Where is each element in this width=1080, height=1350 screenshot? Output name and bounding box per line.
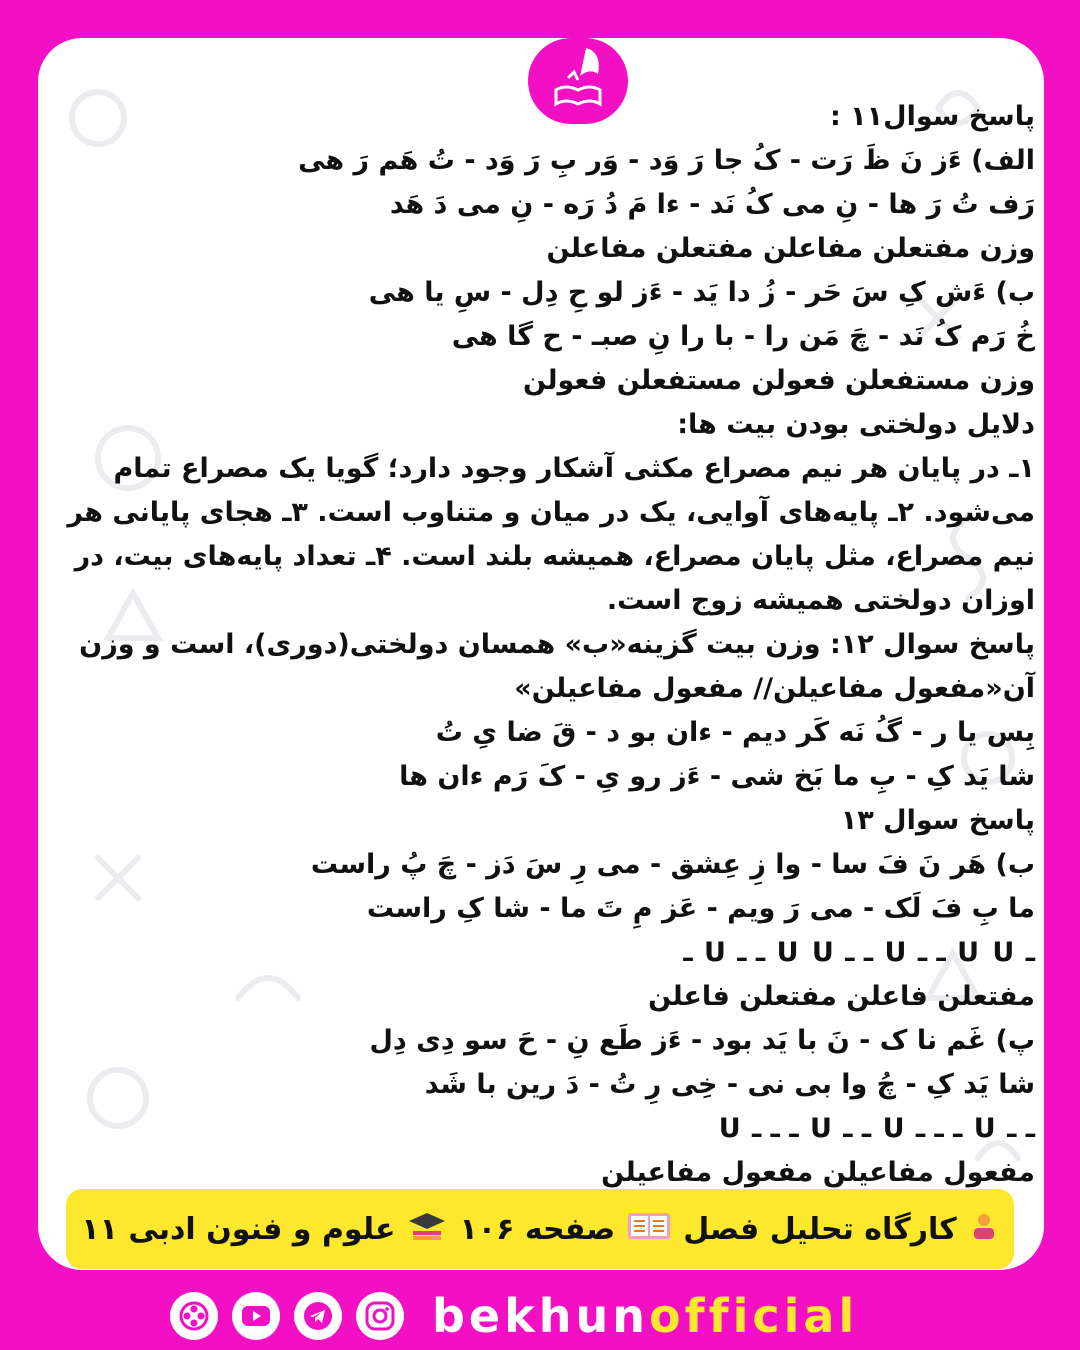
text-line: ما بِ فَ لَک - می رَ ویم - عَز مِ تَ ما - شا کِ راست — [366, 893, 1035, 924]
text-line: پاسخ سوال۱۱ : — [829, 101, 1035, 132]
reasons-paragraph: ۱ـ در پایان هر نیم مصراع مکثی آشکار وجود دارد؛ گویا یک مصراع تمام می‌شود. ۲ـ پایه‌های آوایی، یک در میان و متناوب است. ۳ـ هجای پایانی هر نیم مصراع، مثل پایان مصراع، همیشه بلند است. ۴ـ تعداد پایه‌های بیت، در اوزان دولختی همیشه زوج است. — [67, 453, 1035, 616]
question-12-heading: پاسخ سوال ۱۲: وزن بیت گزینه«ب» همسان دولختی(دوری)، است و وزن آن«مفعول مفاعیلن// مفعول مفاعیلن» — [79, 629, 1035, 704]
brand-handle[interactable] — [432, 1289, 858, 1343]
text-line: خُ رَم کُ نَد - چَ مَن را - با را نِ صبـ - ح گا هی — [451, 321, 1035, 352]
open-book-icon — [627, 1211, 671, 1248]
handle-part-2: official — [648, 1289, 859, 1343]
answer-text — [60, 95, 1035, 1195]
meter-line: ـ ـ U ـ ـ ـ U ـ ـ U ـ ـ ـ U — [718, 1113, 1035, 1144]
text-line: پاسخ سوال ۱۳ — [840, 805, 1035, 836]
text-line: ب) ءَش کِ سَ حَر - زُ دا یَد - ءَز لو حِ دِل - سِ یا هی — [368, 277, 1035, 308]
text-line: دلایل دولختی بودن بیت ها: — [677, 409, 1035, 440]
handle-part-1: bekhun — [432, 1289, 649, 1343]
graduation-cap-icon — [407, 1211, 447, 1248]
aparat-icon[interactable] — [170, 1292, 218, 1340]
text-line: شا یَد کِ - چُ وا بی نی - خِی رِ تُ - دَ رین با شَد — [424, 1069, 1035, 1100]
text-line: ب) هَر نَ فَ سا - وا زِ عِشق - می رِ سَ دَز - چَ پُ راست — [310, 849, 1035, 880]
chapter-banner — [66, 1189, 1014, 1269]
text-line: رَف تُ رَ ها - نِ می کُ نَد - ءا مَ دُ رَه - نِ می دَ هَد — [389, 189, 1035, 220]
youtube-icon[interactable] — [232, 1292, 280, 1340]
text-line: وزن مستفعلن فعولن مستفعلن فعولن — [523, 365, 1035, 396]
teacher-icon — [969, 1211, 999, 1248]
text-line: الف) ءَز نَ ظَ رَت - کُ جا رَ وَد - وَر بِ رَ وَد - تُ هَم رَ هی — [298, 145, 1035, 176]
banner-page-number: صفحه ۱۰۶ — [459, 1211, 616, 1247]
text-line: مفتعلن فاعلن مفتعلن فاعلن — [648, 981, 1035, 1012]
text-line: پ) غَم نا ک - نَ با یَد بود - ءَز طَع نِ - حَ سو دِی دِل — [369, 1025, 1035, 1056]
instagram-icon[interactable] — [356, 1292, 404, 1340]
text-line: وزن مفتعلن مفاعلن مفتعلن مفاعلن — [546, 233, 1035, 264]
social-footer — [170, 1286, 910, 1346]
meter-line: ـ U U ـ ـ U ـ ـ U U ـ ـ U ـ — [683, 937, 1035, 968]
banner-book-title: علوم و فنون ادبی ۱۱ — [81, 1211, 396, 1247]
text-line: شا یَد کِ - بِ ما بَخ شی - ءَز رو یِ - کَ رَم ءان ها — [399, 761, 1035, 792]
text-line: مفعول مفاعیلن مفعول مفاعیلن — [601, 1157, 1035, 1188]
banner-workshop-title: کارگاه تحلیل فصل — [683, 1211, 957, 1247]
text-line: بِس یا ر - گُ نَه کَر دیم - ءان بو د - قَ ضا یِ تُ — [435, 717, 1035, 748]
telegram-icon[interactable] — [294, 1292, 342, 1340]
